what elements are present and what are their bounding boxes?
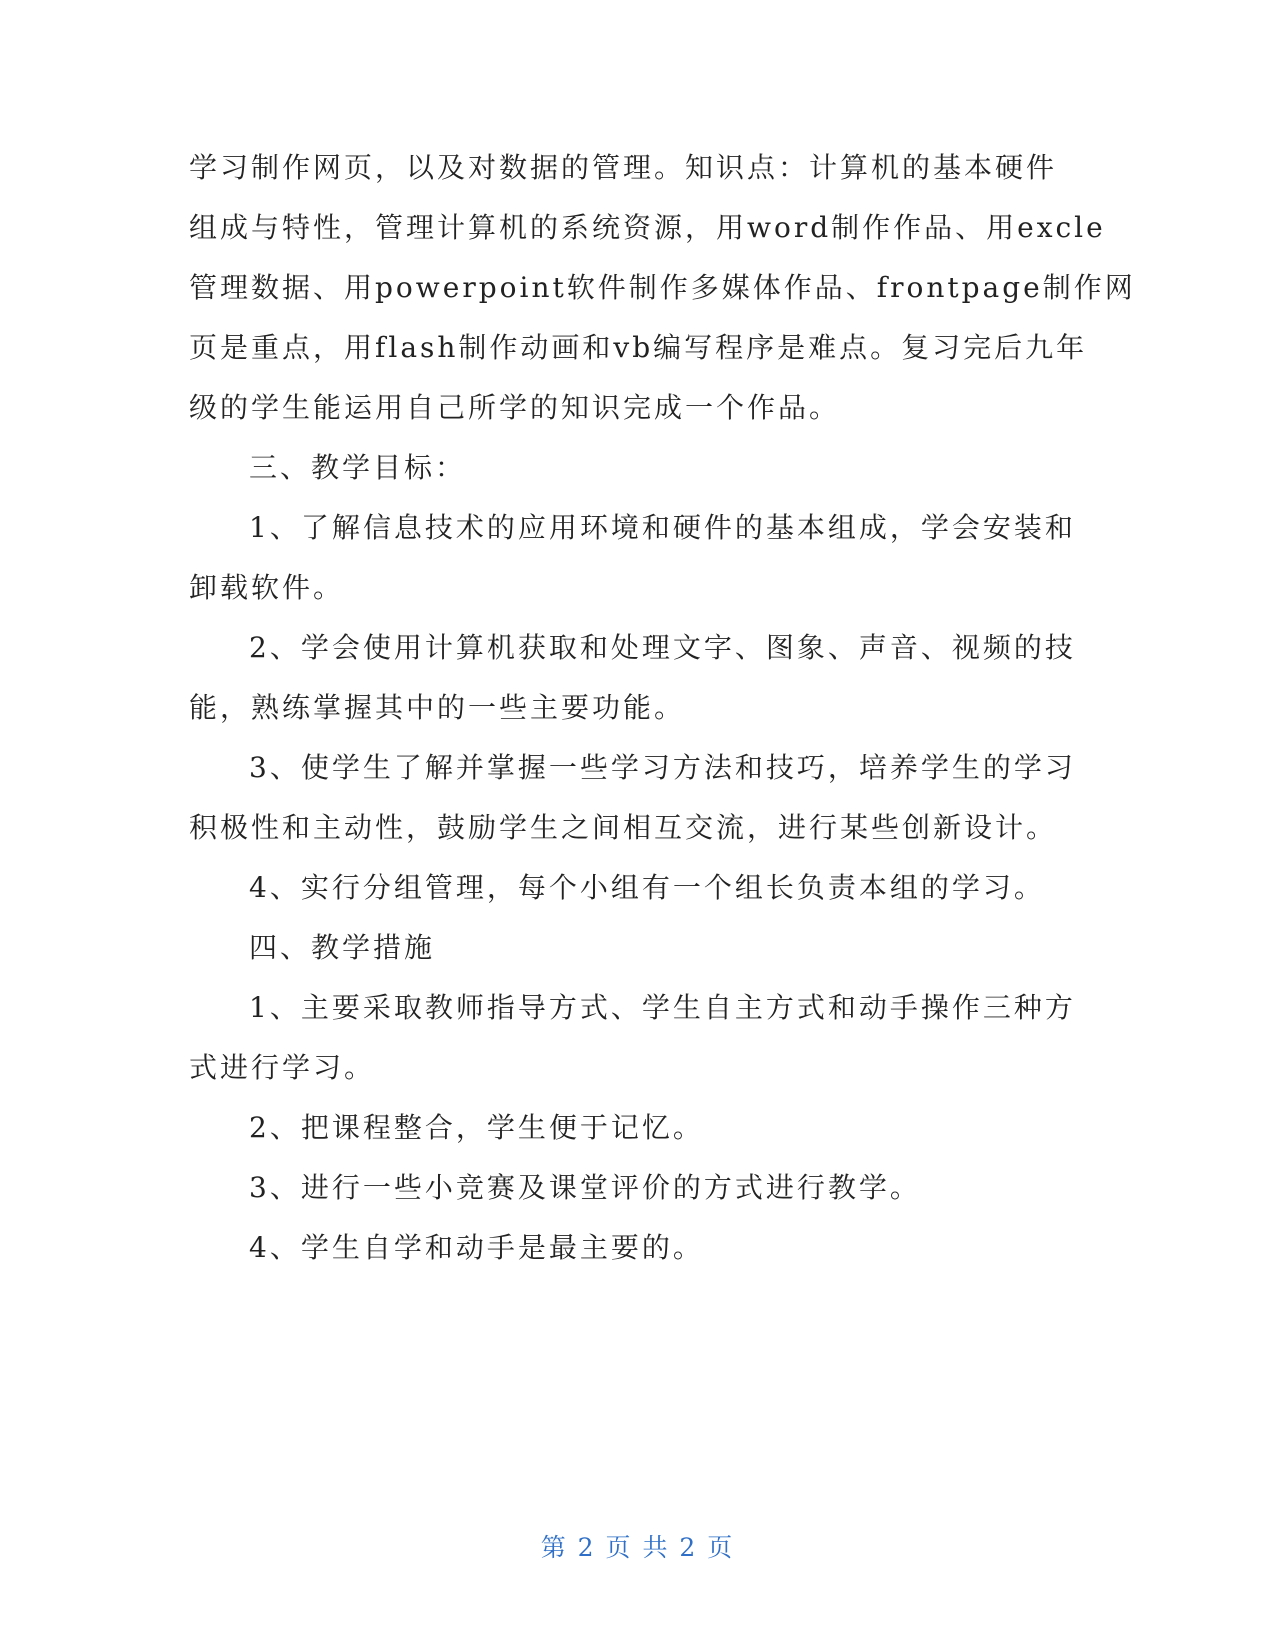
body-text: [189, 138, 1136, 1278]
section-heading: 三、教学目标：: [249, 451, 467, 484]
text-line: 2、把课程整合，学生便于记忆。: [249, 1111, 704, 1144]
text-line: 1、主要采取教师指导方式、学生自主方式和动手操作三种方: [249, 991, 1076, 1024]
text-line: 4、实行分组管理，每个小组有一个组长负责本组的学习。: [249, 871, 1045, 904]
page-number-footer: 第 2 页 共 2 页: [540, 1533, 735, 1562]
text-line: 1、了解信息技术的应用环境和硬件的基本组成，学会安装和: [249, 511, 1076, 544]
text-line: 页是重点，用flash制作动画和vb编写程序是难点。复习完后九年: [189, 331, 1088, 364]
text-line: 卸载软件。: [189, 571, 345, 604]
section-heading: 四、教学措施: [249, 931, 436, 964]
text-line: 管理数据、用powerpoint软件制作多媒体作品、frontpage制作网: [189, 271, 1136, 304]
text-line: 积极性和主动性，鼓励学生之间相互交流，进行某些创新设计。: [189, 811, 1058, 844]
text-line: 学习制作网页，以及对数据的管理。知识点：计算机的基本硬件: [189, 151, 1058, 184]
text-line: 级的学生能运用自己所学的知识完成一个作品。: [189, 391, 841, 424]
text-line: 4、学生自学和动手是最主要的。: [249, 1231, 704, 1264]
text-line: 式进行学习。: [189, 1051, 376, 1084]
text-line: 3、进行一些小竞赛及课堂评价的方式进行教学。: [249, 1171, 921, 1204]
text-line: 2、学会使用计算机获取和处理文字、图象、声音、视频的技: [249, 631, 1076, 664]
text-line: 能，熟练掌握其中的一些主要功能。: [189, 691, 686, 724]
text-line: 组成与特性，管理计算机的系统资源，用word制作作品、用excle: [189, 211, 1106, 244]
text-line: 3、使学生了解并掌握一些学习方法和技巧，培养学生的学习: [249, 751, 1076, 784]
